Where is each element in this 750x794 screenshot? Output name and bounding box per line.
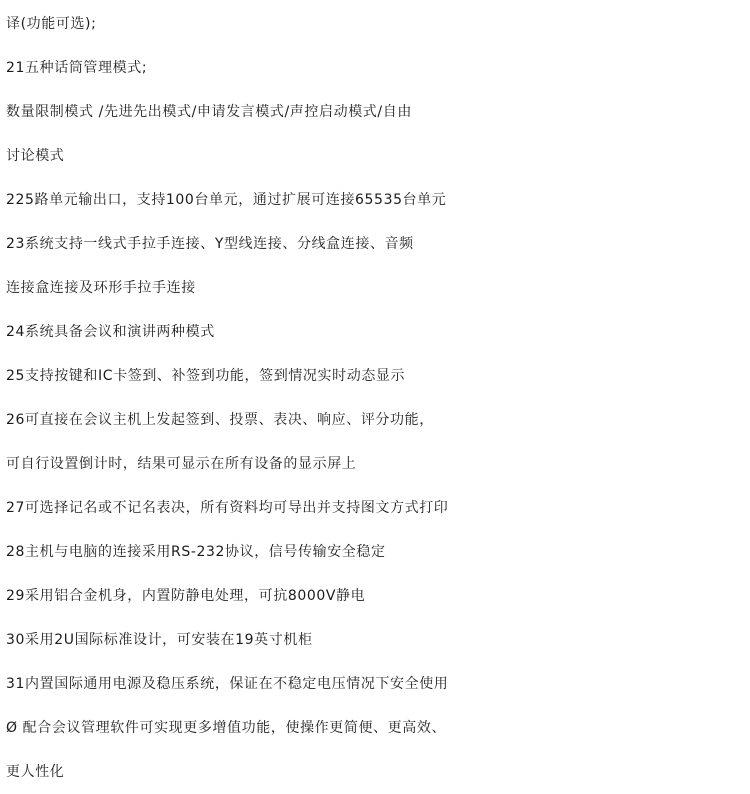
text-line-30-2u-design: 30采用2U国际标准设计，可安装在19英寸机柜 xyxy=(6,632,313,648)
text-line-24-meeting-modes: 24系统具备会议和演讲两种模式 xyxy=(6,324,215,340)
text-line-21-mic-modes: 21五种话筒管理模式; xyxy=(6,60,148,76)
text-line-27-voting-export: 27可选择记名或不记名表决，所有资料均可导出并支持图文方式打印 xyxy=(6,500,449,516)
text-line-29-aluminum-body: 29采用铝合金机身，内置防静电处理，可抗8000V静电 xyxy=(6,588,366,604)
text-line-software-features-cont: 更人性化 xyxy=(6,764,65,780)
text-line-26-host-functions-cont: 可自行设置倒计时，结果可显示在所有设备的显示屏上 xyxy=(6,456,357,472)
text-line-26-host-functions: 26可直接在会议主机上发起签到、投票、表决、响应、评分功能， xyxy=(6,412,434,428)
text-line-mic-modes-list-cont: 讨论模式 xyxy=(6,148,65,164)
text-line-mic-modes-list: 数量限制模式 /先进先出模式/申请发言模式/声控启动模式/自由 xyxy=(6,104,412,120)
text-line-22-unit-outputs: 225路单元输出口，支持100台单元，通过扩展可连接65535台单元 xyxy=(6,192,447,208)
text-line-23-connection-types: 23系统支持一线式手拉手连接、Y型线连接、分线盒连接、音频 xyxy=(6,236,414,252)
text-line-translation-note: 译(功能可选); xyxy=(6,16,97,32)
text-line-23-connection-types-cont: 连接盒连接及环形手拉手连接 xyxy=(6,280,196,296)
text-line-28-rs232: 28主机与电脑的连接采用RS-232协议，信号传输安全稳定 xyxy=(6,544,386,560)
text-line-software-features: Ø 配合会议管理软件可实现更多增值功能，使操作更简便、更高效、 xyxy=(6,720,447,736)
text-line-31-power-supply: 31内置国际通用电源及稳压系统，保证在不稳定电压情况下安全使用 xyxy=(6,676,449,692)
text-line-25-sign-in: 25支持按键和IC卡签到、补签到功能，签到情况实时动态显示 xyxy=(6,368,406,384)
